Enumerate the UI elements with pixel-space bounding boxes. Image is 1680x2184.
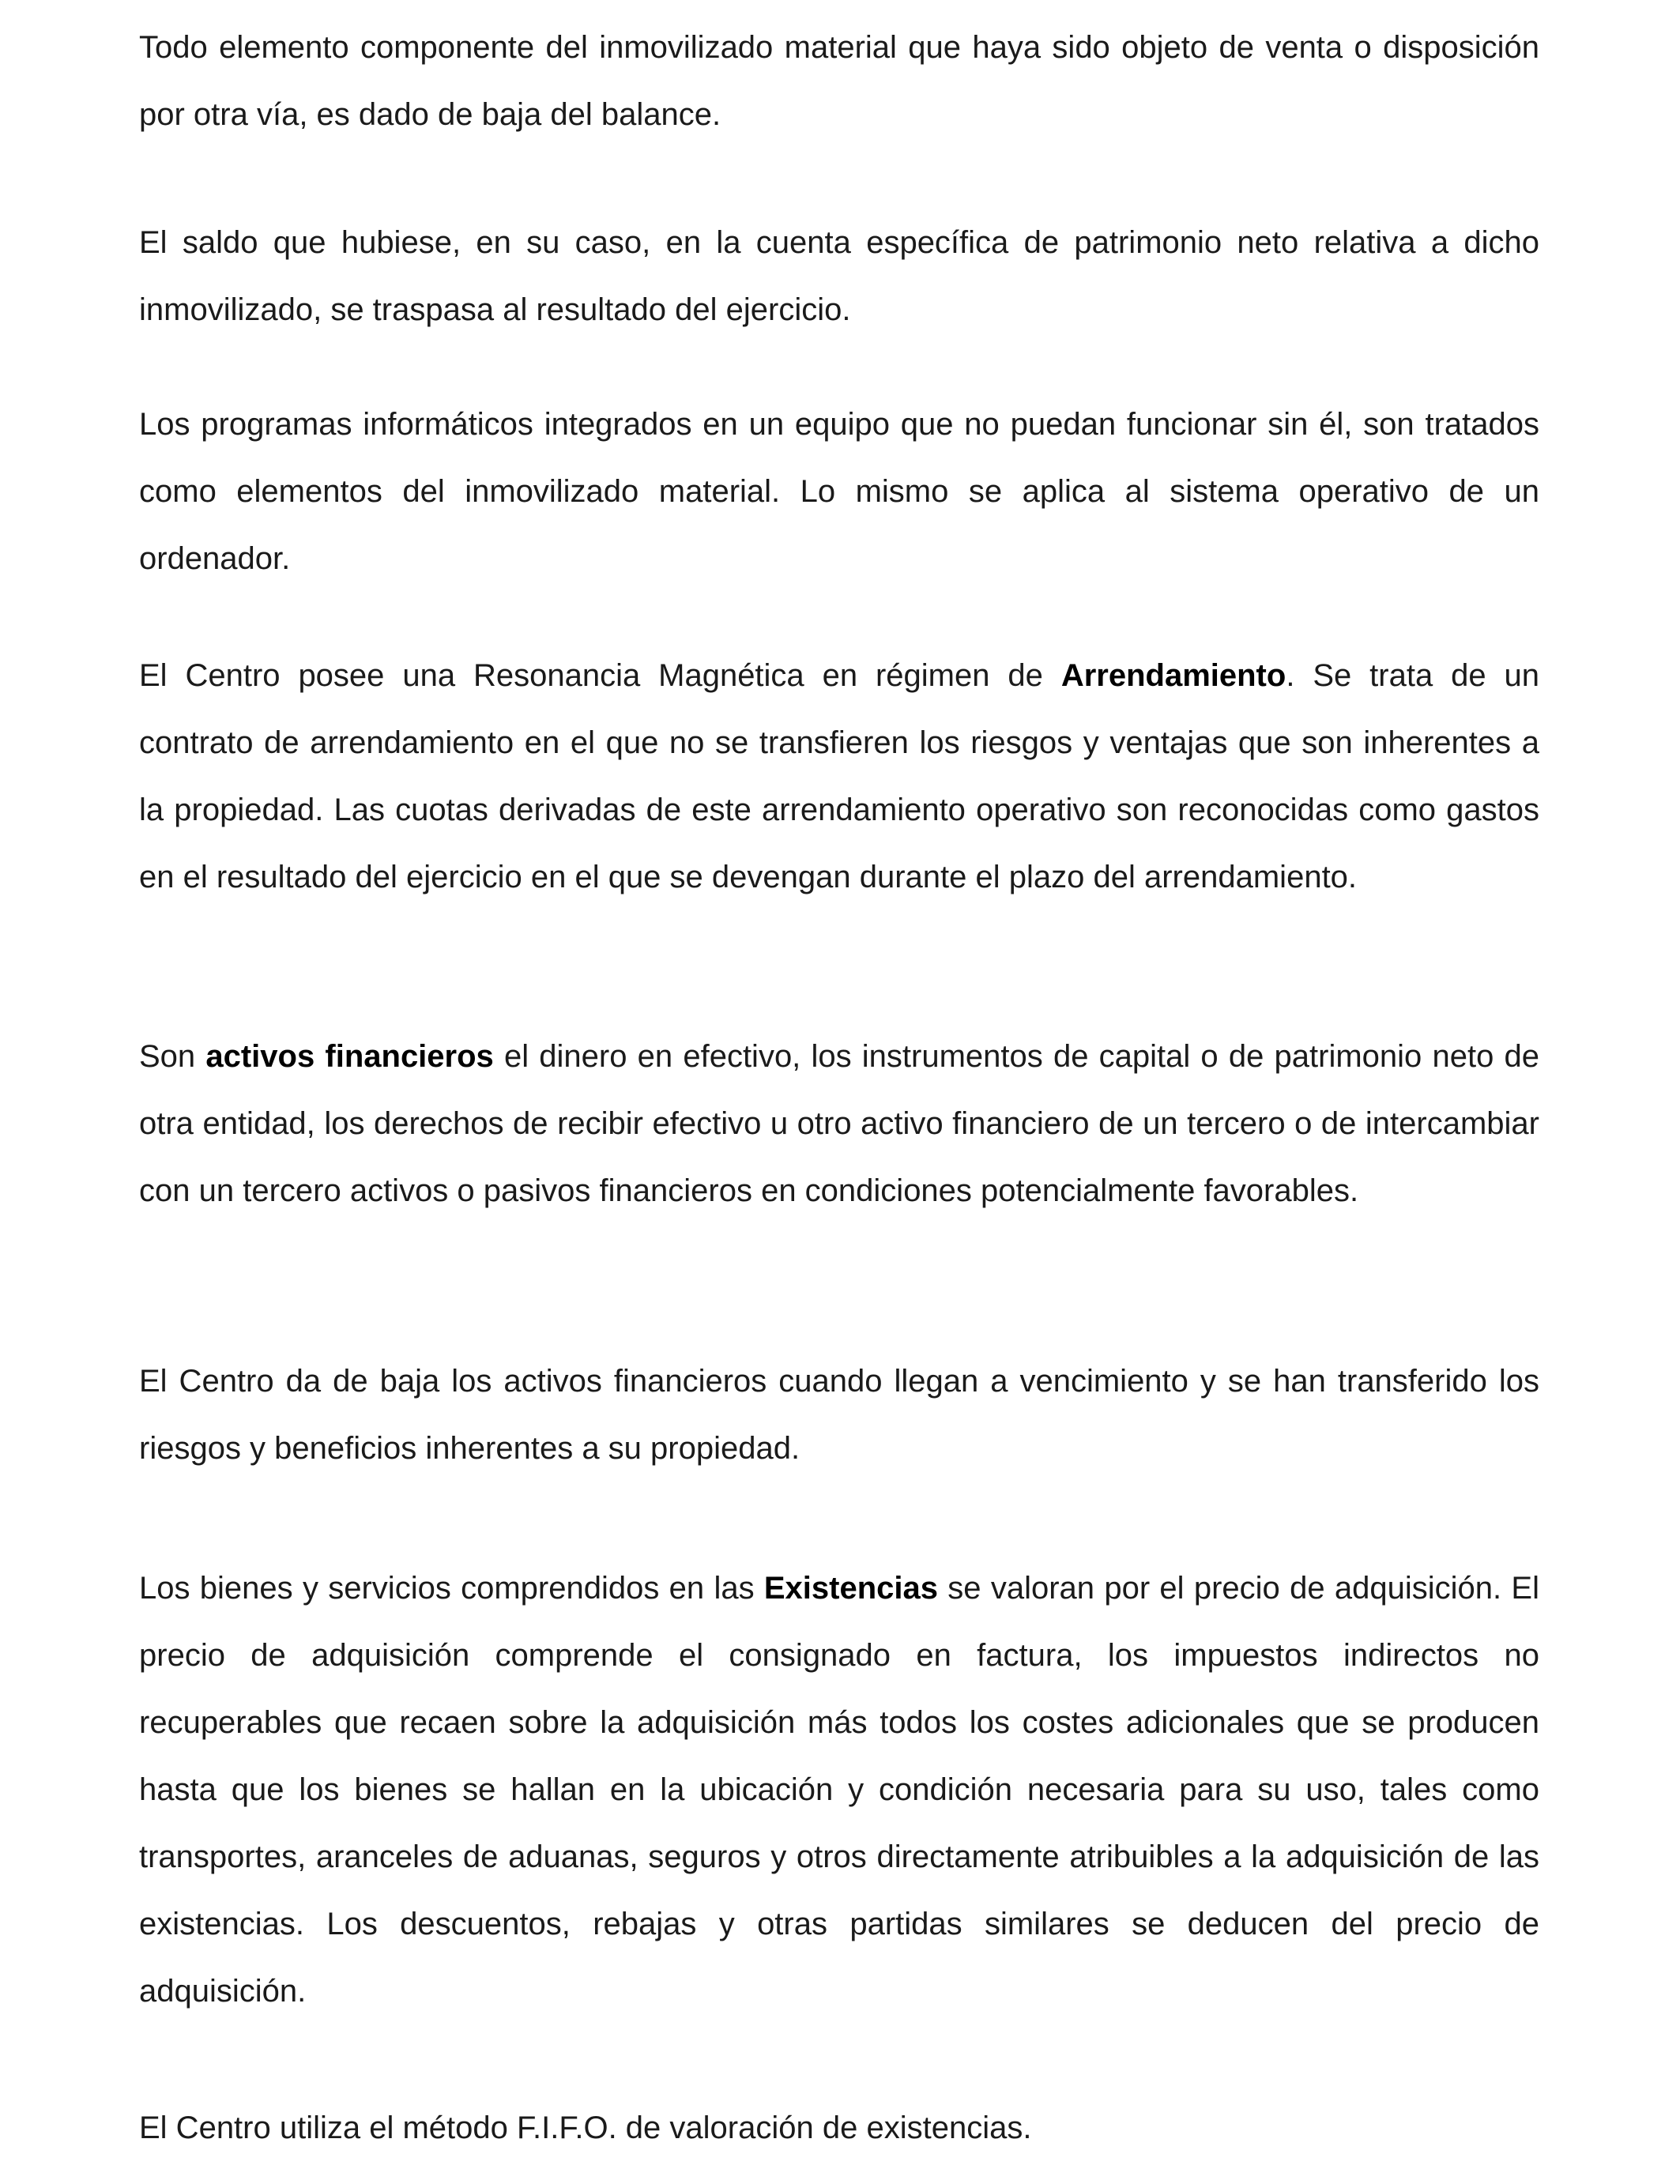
paragraph-metodo-fifo: El Centro utiliza el método F.I.F.O. de valoración de existencias. xyxy=(139,2111,1032,2145)
paragraph-existencias xyxy=(139,1555,1539,2025)
paragraph-programas-informaticos: Los programas informáticos integrados en un equipo que no puedan funcionar sin él, son tratados como elementos del inmovilizado material. Lo mismo se aplica al sistema operativo de un ordenador. xyxy=(139,407,1539,576)
paragraph-arrendamiento-body: . Se trata de un contrato de arrendamiento en el que no se transfieren los riesgos y ventajas que son inherentes a la propiedad. Las cuotas derivadas de este arrendamiento operativo son reconocidas como gastos en el resultado del ejercicio en el que se devengan durante el plazo del arrendamiento. xyxy=(139,658,1540,894)
paragraph-existencias-intro: Los bienes y servicios comprendidos en las xyxy=(139,1571,764,1606)
paragraph-activos-financieros xyxy=(139,1023,1539,1225)
term-existencias: Existencias xyxy=(763,1571,939,1606)
paragraph-baja-inmovilizado: Todo elemento componente del inmovilizado material que haya sido objeto de venta o disposición por otra vía, es dado de baja del balance. xyxy=(139,30,1539,132)
term-activos-financieros: activos financieros xyxy=(205,1039,494,1074)
term-arrendamiento: Arrendamiento xyxy=(1060,658,1286,693)
paragraph-arrendamiento-intro: El Centro posee una Resonancia Magnética en régimen de xyxy=(139,658,1061,693)
paragraph-arrendamiento xyxy=(139,642,1539,911)
paragraph-baja-activos: El Centro da de baja los activos financieros cuando llegan a vencimiento y se han transferido los riesgos y beneficios inherentes a su propiedad. xyxy=(139,1364,1539,1466)
paragraph-activos-financieros-body: el dinero en efectivo, los instrumentos de capital o de patrimonio neto de otra entidad, los derechos de recibir efectivo u otro activo financiero de un tercero o de intercambiar con un tercero activos o pasivos financieros en condiciones potencialmente favorables. xyxy=(139,1039,1539,1208)
paragraph-existencias-body: se valoran por el precio de adquisición. El precio de adquisición comprende el consignado en factura, los impuestos indirectos no recuperables que recaen sobre la adquisición más todos los costes adicionales que se producen hasta que los bienes se hallan en la ubicación y condición necesaria para su uso, tales como transportes, aranceles de aduanas, seguros y otros directamente atribuibles a la adquisición de las existencias. Los descuentos, rebajas y otras partidas similares se deducen del precio de adquisición. xyxy=(139,1571,1539,2009)
paragraph-saldo-patrimonio: El saldo que hubiese, en su caso, en la cuenta específica de patrimonio neto relativa a dicho inmovilizado, se traspasa al resultado del ejercicio. xyxy=(139,225,1539,327)
paragraph-activos-financieros-intro: Son xyxy=(139,1039,206,1074)
